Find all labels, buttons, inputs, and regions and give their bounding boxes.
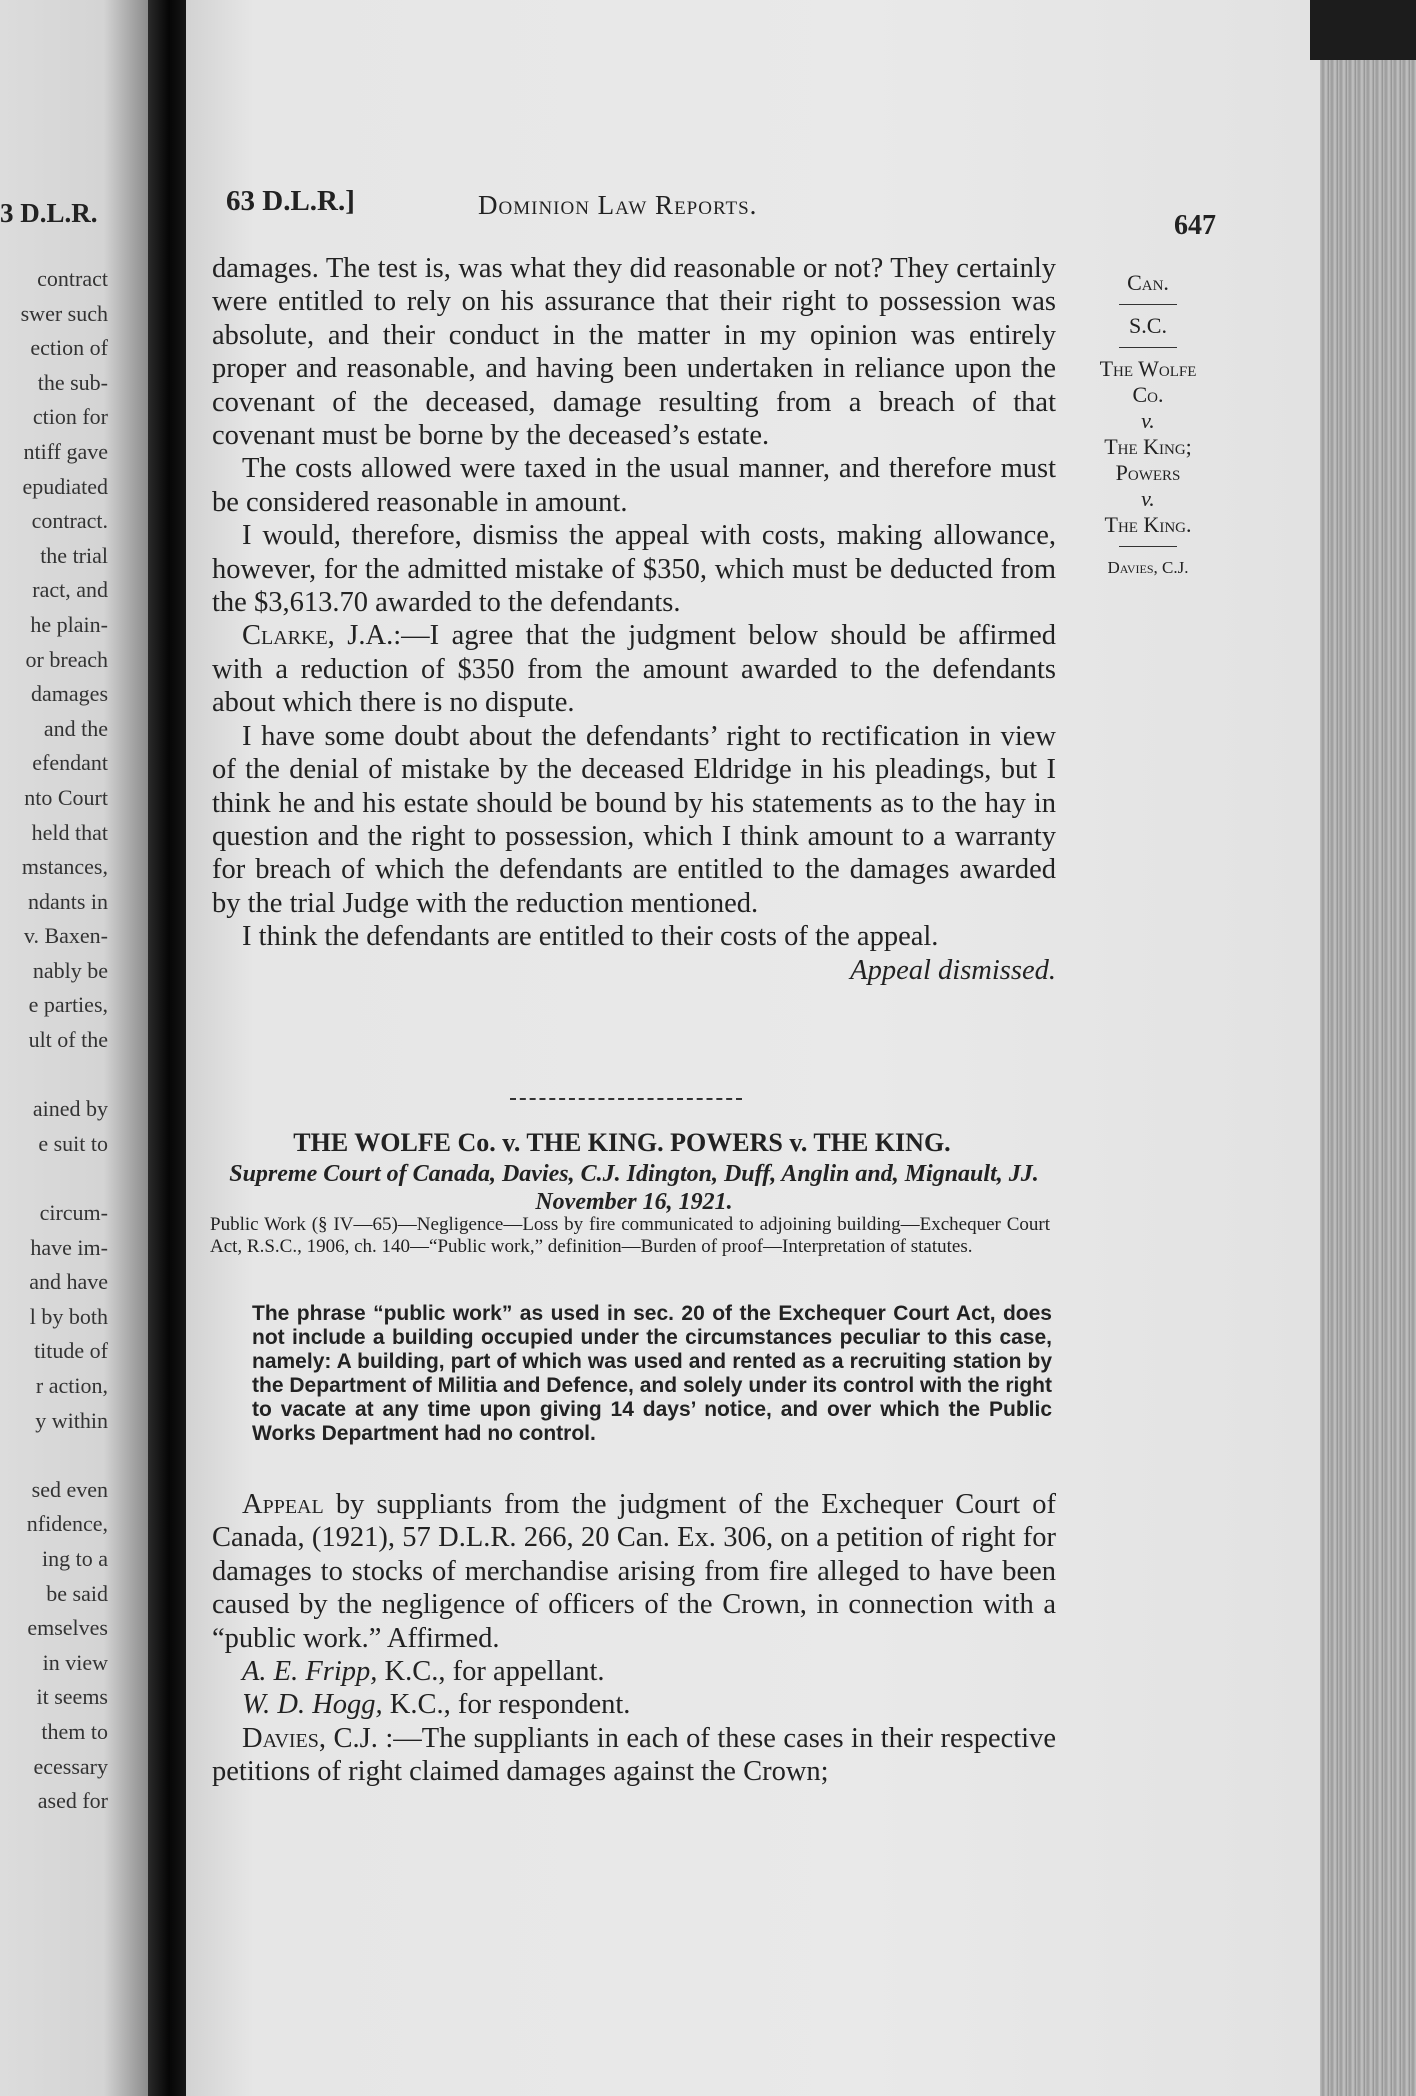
body-top — [212, 252, 1056, 987]
left-page-line: contract. — [31, 508, 108, 534]
left-page-line: ection of — [30, 335, 108, 361]
paragraph-text: :—I agree that the judgment below should be affirmed with a reduction of $350 from the amount awarded to the defendants about which there is no dispute. — [212, 620, 1056, 719]
paragraph: damages. The test is, was what they did reasonable or not? They certainly were entitled to rely on his assurance that their right to possession was absolute, and their conduct in the matter in my opinion was entirely proper and reasonable, and having been undertaken in reliance upon the covenant of the deceased, damage resulting from a breach of that covenant must be borne by the deceased’s estate. — [212, 253, 1056, 452]
left-page-line: ction for — [32, 404, 108, 430]
paragraph-text: by suppliants from the judgment of the Exchequer Court of Canada, (1921), 57 D.L.R. 266, 20 Can. Ex. 306, on a petition of right for damages to stocks of merchandise arising from fire alleged to have been caused by the negligence of officers of the Crown, in connection with a “public work.” Affirmed. — [212, 1489, 1056, 1654]
left-page-line: held that — [31, 819, 108, 845]
left-page-line: ecessary — [33, 1753, 108, 1779]
counsel-line — [212, 1655, 1056, 1688]
judge-name: Clarke, J.A. — [242, 620, 394, 652]
left-page-line: ract, and — [32, 577, 108, 603]
counsel-role: K.C., for appellant. — [377, 1656, 605, 1688]
left-page-line — [0, 1438, 108, 1473]
left-page-line: swer such — [20, 300, 108, 326]
left-page-line: nfidence, — [26, 1511, 108, 1537]
counsel-name: W. D. Hogg, — [242, 1689, 383, 1721]
disposition: Appeal dismissed. — [850, 954, 1056, 986]
page-edges — [1320, 40, 1416, 2096]
left-page-line: titude of — [34, 1338, 108, 1364]
page-edges-top — [1310, 0, 1416, 60]
left-page-line: them to — [41, 1718, 108, 1744]
left-page-line — [0, 1161, 108, 1196]
case-title: THE WOLFE Co. v. THE KING. POWERS v. THE KING. — [293, 1128, 951, 1157]
left-page-line: ndants in — [27, 888, 108, 914]
left-page-line: r action, — [35, 1373, 108, 1398]
left-page-line: epudiated — [22, 473, 108, 499]
court-line: Supreme Court of Canada, Davies, C.J. Idington, Duff, Anglin and, Mignault, JJ. November 16, 1921. — [229, 1161, 1039, 1215]
paragraph — [212, 619, 1056, 719]
left-page-line: the sub- — [37, 369, 108, 395]
left-page-line: be said — [46, 1580, 108, 1606]
left-page-line: or breach — [25, 646, 108, 672]
side-case-line: The King. — [1104, 512, 1192, 537]
left-page-line: nto Court — [24, 784, 108, 810]
side-court: Can. — [1127, 270, 1169, 295]
paragraph: The costs allowed were taxed in the usual manner, and therefore must be considered reasonable in amount. — [212, 453, 1056, 518]
left-page-line: ained by — [32, 1096, 108, 1122]
left-page-line — [0, 1058, 108, 1093]
left-page-line: circum- — [39, 1200, 108, 1226]
counsel-line — [212, 1688, 1056, 1721]
left-page-line: contract — [37, 266, 108, 291]
paragraph-text: :—The suppliants in each of these cases in their respective petitions of right claimed damages against the Crown; — [212, 1722, 1056, 1788]
left-page-line: damages — [31, 681, 108, 707]
side-case-line: Co. — [1132, 382, 1164, 407]
side-case-line: The King; — [1104, 434, 1192, 459]
left-page-line: ult of the — [28, 1027, 108, 1053]
side-case-line: Powers — [1115, 460, 1181, 485]
section-separator — [510, 1098, 742, 1100]
side-versus: v. — [1141, 408, 1155, 433]
left-page-line: sed even — [31, 1476, 108, 1502]
left-page-line: the trial — [40, 542, 108, 568]
side-division: S.C. — [1129, 313, 1167, 338]
headnote: Public Work (§ IV—65)—Negligence—Loss by fire communicated to adjoining building—Exchequer Court Act, R.S.C., 1906, ch. 140—“Public work,” definition—Burden of proof—Interpretation of statutes. — [210, 1214, 1050, 1257]
side-rule — [1119, 546, 1177, 547]
book-gutter — [148, 0, 190, 2096]
volume-label: 63 D.L.R.] — [226, 185, 355, 217]
left-page-line: y within — [35, 1407, 108, 1433]
paragraph: I think the defendants are entitled to their costs of the appeal. — [242, 921, 939, 953]
left-page-line: he plain- — [30, 611, 108, 637]
page-number: 647 — [1174, 210, 1216, 241]
left-page-line: l by both — [29, 1303, 108, 1329]
left-page-line: efendant — [32, 750, 108, 776]
side-case-line: The Wolfe — [1099, 356, 1197, 381]
left-page-line: emselves — [27, 1615, 108, 1641]
left-page-line: nably be — [32, 957, 108, 983]
left-page-line: have im- — [30, 1234, 108, 1260]
side-rule — [1119, 304, 1177, 305]
side-versus: v. — [1141, 486, 1155, 511]
left-page-line: mstances, — [21, 854, 108, 880]
left-page-line: v. Baxen- — [23, 923, 108, 949]
digest: The phrase “public work” as used in sec. 20 of the Exchequer Court Act, does not include a building occupied under the circumstances peculiar to this case, namely: A building, part of which was used and rented as a recruiting station by the Department of Militia and Defence, and solely under its control with the right to vacate at any time upon giving 14 days’ notice, and over which the Public Works Department had no control. — [252, 1302, 1052, 1445]
left-page-line: ased for — [37, 1788, 108, 1814]
appeal-label: Appeal — [242, 1489, 324, 1520]
left-page-header: 3 D.L.R. — [0, 198, 98, 228]
left-page-line: ing to a — [42, 1545, 108, 1571]
paragraph — [212, 1722, 1056, 1789]
left-page-text — [0, 262, 108, 1819]
paragraph: I would, therefore, dismiss the appeal with costs, making allowance, however, for the admitted mistake of $350, which must be deducted from the $3,613.70 awarded to the defendants. — [212, 520, 1056, 619]
counsel-name: A. E. Fripp, — [242, 1656, 378, 1688]
left-page-line: e suit to — [38, 1130, 108, 1156]
running-title: Dominion Law Reports. — [478, 190, 758, 220]
paragraph — [212, 1488, 1056, 1655]
left-page-line: ntiff gave — [23, 438, 108, 464]
judge-name: Davies, C.J. — [242, 1722, 378, 1754]
counsel-role: K.C., for respondent. — [382, 1689, 631, 1721]
body-bottom — [212, 1488, 1056, 1789]
paragraph: I have some doubt about the defendants’ right to rectification in view of the denial of mistake by the deceased Eldridge in his pleadings, but I think he and his estate should be bound by his statements as to the hay in question and the right to possession, which I think amount to a warranty for breach of which the defendants are entitled to the damages awarded by the trial Judge with the reduction mentioned. — [212, 720, 1056, 919]
side-rule — [1119, 347, 1177, 348]
left-page-line: e parties, — [28, 992, 108, 1018]
left-page-line: and the — [43, 715, 108, 741]
left-page-line: in view — [42, 1649, 108, 1675]
left-page-line: and have — [29, 1269, 108, 1295]
left-page-line: it seems — [36, 1684, 108, 1710]
side-judge: Davies, C.J. — [1107, 558, 1189, 577]
side-notes — [1068, 270, 1228, 581]
